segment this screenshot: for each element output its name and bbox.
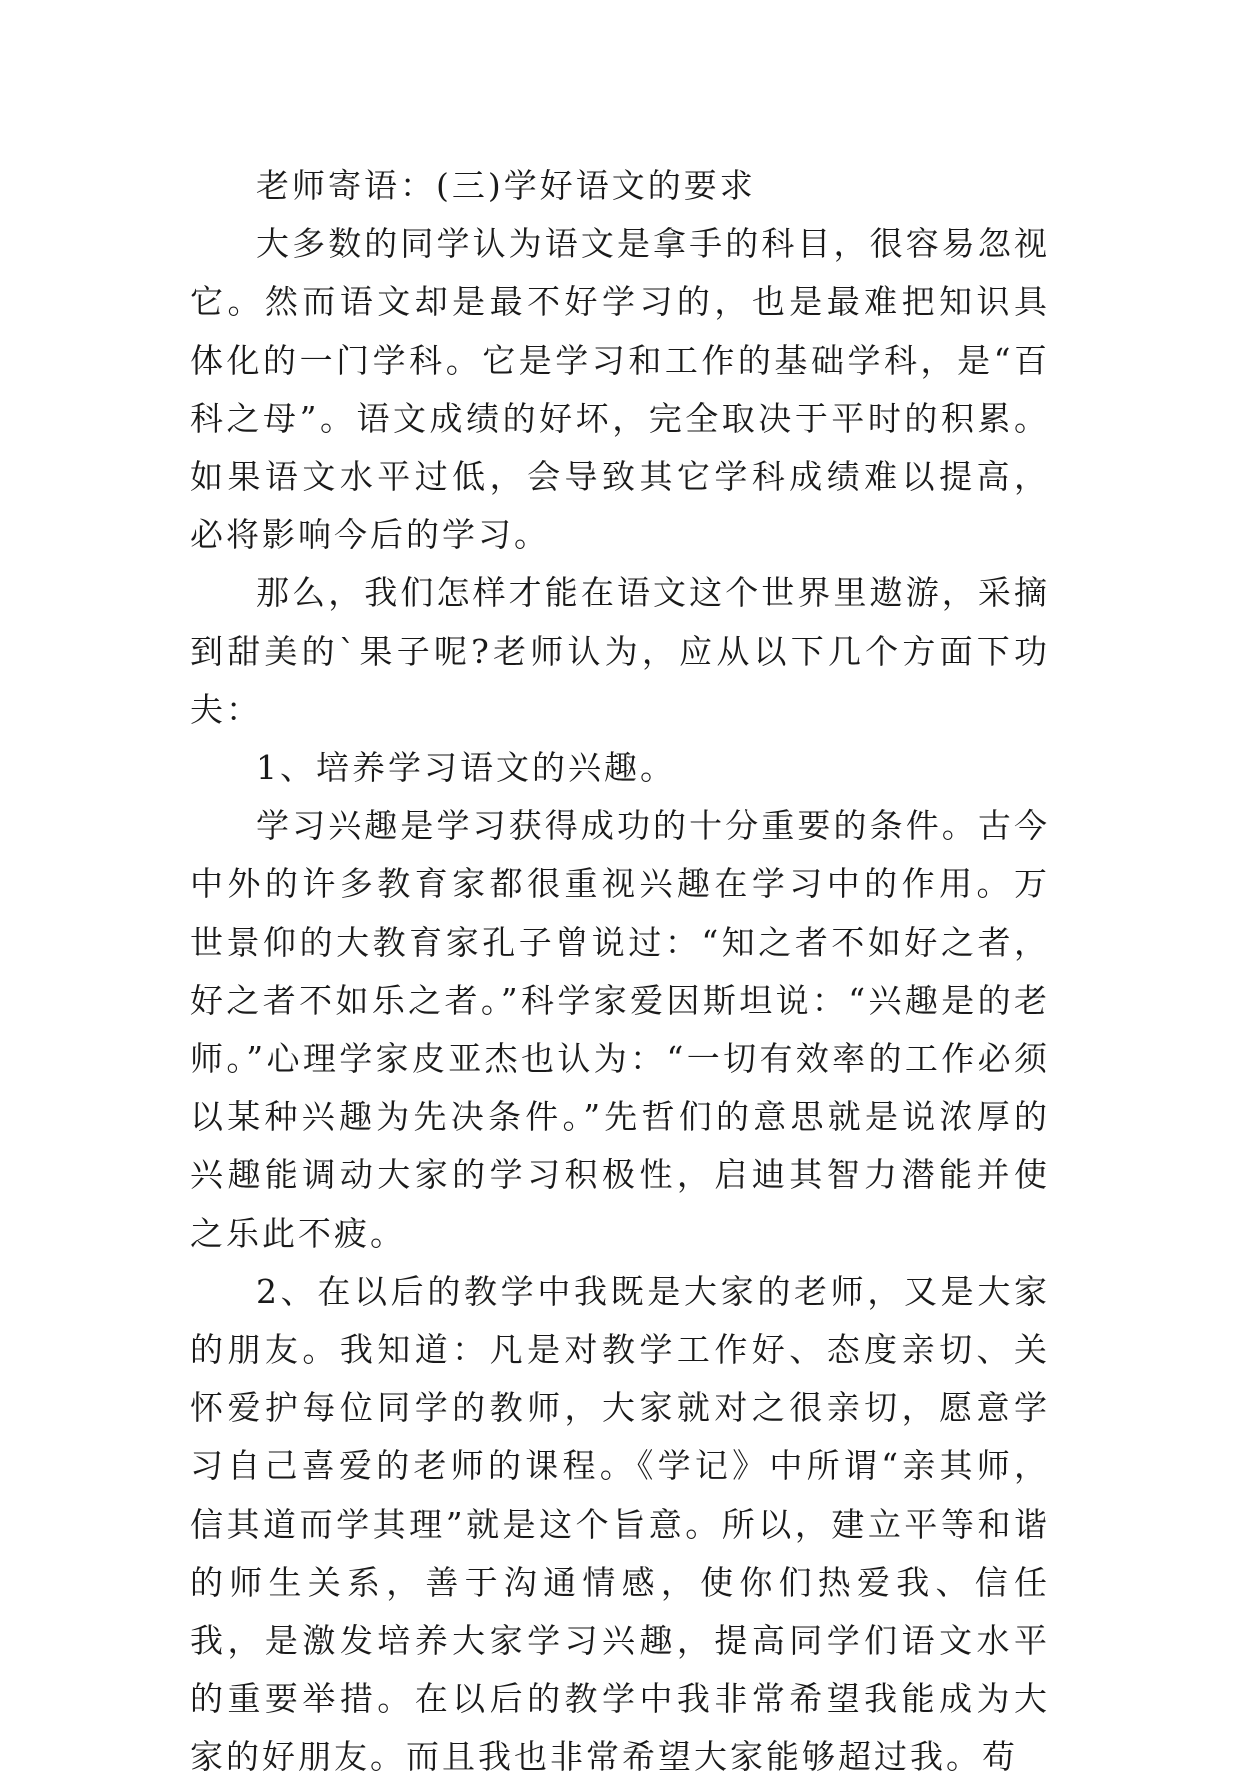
paragraph-interest: 学习兴趣是学习获得成功的十分重要的条件。古今中外的许多教育家都很重视兴趣在学习中的作用。万世景仰的大教育家孔子曾说过：“知之者不如好之者，好之者不如乐之者。”科学家爱因斯坦说：“兴趣是的老师。”心理学家皮亚杰也认为：“一切有效率的工作必须以某种兴趣为先决条件。”先哲们的意思就是说浓厚的兴趣能调动大家的学习积极性，启迪其智力潜能并使之乐此不疲。 bbox=[190, 806, 1050, 1253]
document-body bbox=[190, 157, 1050, 1787]
document-title: 老师寄语：(三)学好语文的要求 bbox=[256, 166, 756, 205]
paragraph-point-1-heading: 1、培养学习语文的兴趣。 bbox=[256, 748, 676, 788]
paragraph-importance: 大多数的同学认为语文是拿手的科目，很容易忽视它。然而语文却是最不好学习的，也是最难把知识具体化的一门学科。它是学习和工作的基础学科，是“百科之母”。语文成绩的好坏，完全取决于平时的积累。如果语文水平过低，会导致其它学科成绩难以提高，必将影响今后的学习。 bbox=[190, 224, 1050, 555]
paragraph-how-to-learn: 那么，我们怎样才能在语文这个世界里遨游，采摘到甜美的`果子呢?老师认为，应从以下几个方面下功夫： bbox=[190, 573, 1050, 729]
paragraph-point-2-teacher-friend: 2、在以后的教学中我既是大家的老师，又是大家的朋友。我知道：凡是对教学工作好、态度亲切、关怀爱护每位同学的教师，大家就对之很亲切，愿意学习自己喜爱的老师的课程。《学记》中所谓“亲其师，信其道而学其理”就是这个旨意。所以，建立平等和谐的师生关系，善于沟通情感，使你们热爱我、信任我，是激发培养大家学习兴趣，提高同学们语文水平的重要举措。在以后的教学中我非常希望我能成为大家的好朋友。而且我也非常希望大家能够超过我。苟 bbox=[190, 1271, 1050, 1777]
